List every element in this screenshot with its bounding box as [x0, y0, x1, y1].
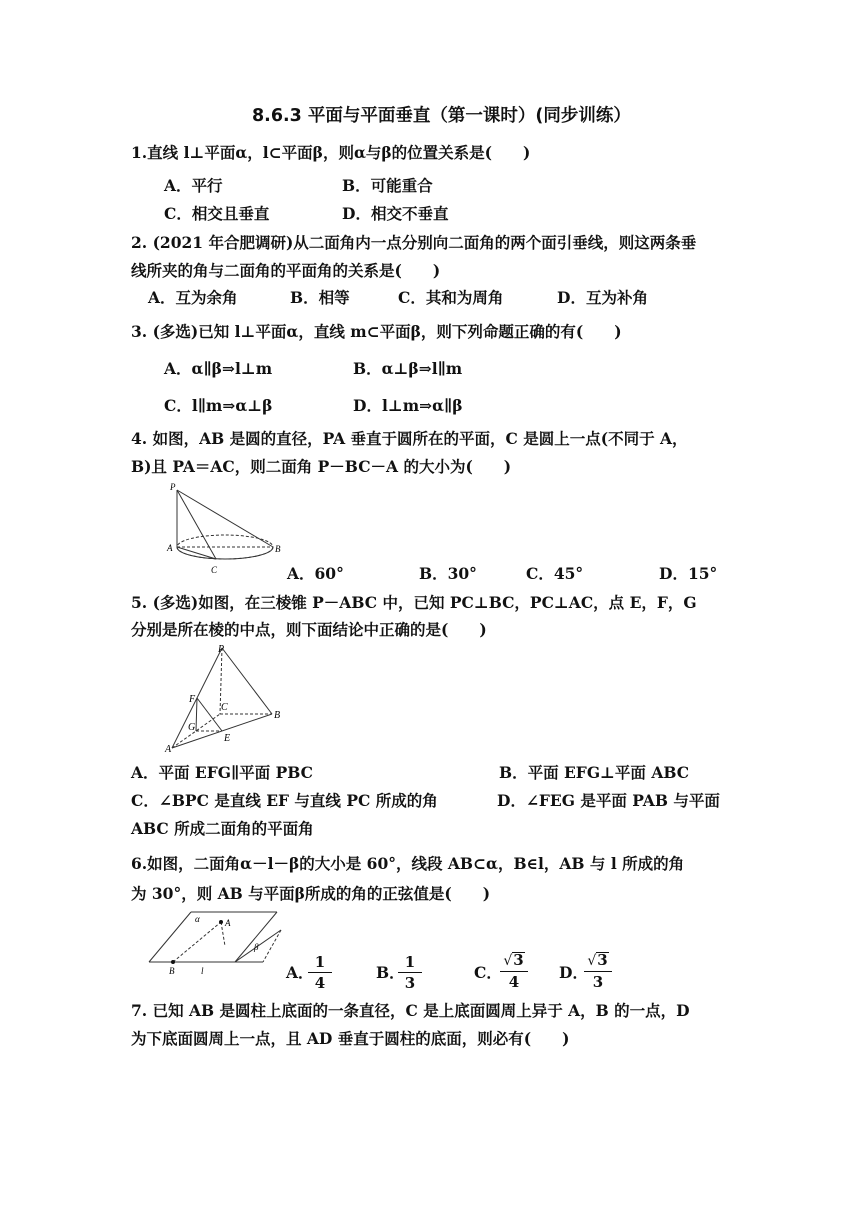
q7-stem-line1: 7. 已知 AB 是圆柱上底面的一条直径，C 是上底面圆周上异于 A，B 的一点，D [131, 1001, 690, 1020]
q5-option-c: C．∠BPC 是直线 EF 与直线 PC 所成的角 [131, 791, 438, 810]
q5-label-g: G [188, 722, 196, 733]
q5-label-p: P [218, 644, 225, 655]
q6-label-alpha: α [195, 914, 200, 924]
q6-option-b-denominator: 3 [404, 974, 416, 992]
q6-option-a-numerator: 1 [314, 953, 326, 971]
q5-option-a: A．平面 EFG∥平面 PBC [131, 763, 313, 782]
q2-stem-line2: 线所夹的角与二面角的平面角的关系是( ) [131, 261, 441, 280]
q6-option-d-fraction [584, 951, 612, 991]
sqrt-symbol: √ [587, 953, 597, 969]
q2-option-d: D．互为补角 [557, 288, 648, 307]
q1-option-c: C．相交且垂直 [164, 204, 270, 223]
q6-stem-line2: 为 30°，则 AB 与平面β所成的角的正弦值是( ) [131, 884, 491, 903]
q4-label-c: C [211, 565, 218, 575]
q5-label-e: E [224, 733, 231, 744]
q5-tetrahedron-figure [158, 640, 298, 758]
q6-label-b: B [169, 966, 175, 976]
q7-stem-line2: 为下底面圆周上一点，且 AD 垂直于圆柱的底面，则必有( ) [131, 1029, 570, 1048]
q6-option-d-numerator: 3 [597, 951, 608, 969]
q2-option-b: B．相等 [290, 288, 350, 307]
q5-stem-line2: 分别是所在棱的中点，则下面结论中正确的是( ) [131, 620, 487, 639]
q4-label-b: B [275, 544, 281, 554]
q3-option-c: C．l∥m⇒α⊥β [164, 396, 273, 415]
q6-option-b-label: B． [376, 963, 405, 982]
q6-option-c-label: C． [474, 963, 502, 982]
q6-label-l: l [201, 966, 204, 976]
q6-option-a-fraction [308, 953, 332, 992]
q5-label-a: A [165, 744, 172, 755]
q1-option-b: B．可能重合 [342, 176, 433, 195]
q6-option-d-denominator: 3 [592, 973, 604, 991]
q6-option-a-denominator: 4 [314, 974, 326, 992]
q2-option-c: C．其和为周角 [398, 288, 504, 307]
q6-stem-line1: 6.如图，二面角α－l－β的大小是 60°，线段 AB⊂α，B∈l，AB 与 l 所成的角 [131, 854, 685, 873]
q3-option-a: A．α∥β⇒l⊥m [164, 359, 273, 378]
q6-label-a: A [225, 918, 231, 928]
q1-stem: 1.直线 l⊥平面α，l⊂平面β，则α与β的位置关系是( ) [131, 143, 531, 162]
q5-stem-line1: 5. (多选)如图，在三棱锥 P－ABC 中，已知 PC⊥BC，PC⊥AC，点 E，F，G [131, 593, 697, 612]
q6-option-b-fraction [398, 953, 422, 992]
q4-option-c: C．45° [526, 564, 584, 583]
q4-label-a: A [167, 543, 173, 553]
q4-circle-figure [164, 480, 284, 580]
q3-stem: 3. (多选)已知 l⊥平面α，直线 m⊂平面β，则下列命题正确的有( ) [131, 322, 622, 341]
q6-dihedral-figure [145, 906, 285, 978]
q4-label-p: P [170, 482, 176, 492]
q6-option-b-numerator: 1 [404, 953, 416, 971]
q4-option-d: D．15° [659, 564, 718, 583]
page-title: 8.6.3 平面与平面垂直（第一课时）(同步训练） [252, 106, 631, 126]
q5-option-d: D．∠FEG 是平面 PAB 与平面 [497, 791, 720, 810]
q4-option-b: B．30° [419, 564, 477, 583]
q6-option-c-denominator: 4 [508, 973, 520, 991]
q3-option-d: D．l⊥m⇒α∥β [353, 396, 463, 415]
q6-label-beta: β [254, 942, 259, 952]
q5-option-b: B．平面 EFG⊥平面 ABC [499, 763, 690, 782]
q5-label-c: C [221, 702, 228, 713]
q2-stem-line1: 2. (2021 年合肥调研)从二面角内一点分别向二面角的两个面引垂线，则这两条垂 [131, 233, 697, 252]
q4-option-a: A．60° [287, 564, 344, 583]
sqrt-symbol: √ [503, 953, 513, 969]
q3-option-b: B．α⊥β⇒l∥m [353, 359, 463, 378]
q5-label-b: B [274, 710, 281, 721]
q1-option-d: D．相交不垂直 [342, 204, 449, 223]
q6-option-c-fraction [500, 951, 528, 991]
q1-option-a: A．平行 [164, 176, 223, 195]
q4-stem-line2: B)且 PA＝AC，则二面角 P－BC－A 的大小为( ) [131, 457, 512, 476]
q5-label-f: F [189, 694, 196, 705]
q4-stem-line1: 4. 如图，AB 是圆的直径，PA 垂直于圆所在的平面，C 是圆上一点(不同于 A， [131, 429, 688, 448]
q6-option-a-label: A． [286, 963, 314, 982]
q6-option-c-numerator: 3 [513, 951, 524, 969]
q5-option-d-cont: ABC 所成二面角的平面角 [131, 819, 314, 838]
q6-option-d-label: D． [559, 963, 588, 982]
q2-option-a: A．互为余角 [148, 288, 238, 307]
